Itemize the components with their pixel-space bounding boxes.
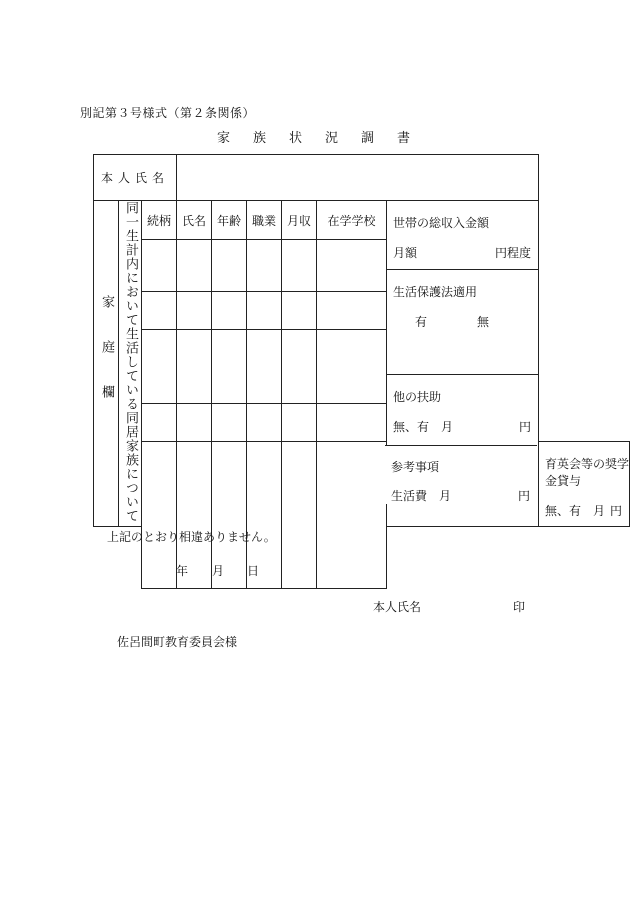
honnin-name-label-cell (94, 155, 177, 201)
table-cell[interactable] (282, 404, 317, 442)
table-cell[interactable] (142, 404, 177, 442)
other-support-monthly-label: 無、有 月 (393, 419, 454, 434)
income-cell (387, 201, 539, 270)
column-header-zaigaku-gakko: 在学学校 (317, 201, 387, 240)
table-cell[interactable] (142, 442, 177, 589)
honnin-name-label: 本人氏名 (100, 171, 169, 185)
reference-yen-label: 円 (517, 489, 530, 503)
table-cell[interactable] (212, 404, 247, 442)
table-cell[interactable] (212, 292, 247, 330)
statement-text: 上記のとおり相違ありません。 (107, 530, 276, 544)
table-cell[interactable] (212, 330, 247, 404)
table-cell[interactable] (317, 240, 387, 292)
dokyo-label-cell (119, 201, 142, 527)
date-month-label: 月 (212, 564, 225, 578)
table-cell[interactable] (247, 330, 282, 404)
income-yen-label: 円程度 (494, 246, 531, 260)
welfare-no-label: 無 (477, 314, 490, 329)
table-cell[interactable] (177, 292, 212, 330)
date-day-label: 日 (247, 564, 260, 578)
table-cell[interactable] (247, 292, 282, 330)
honnin-name-field[interactable] (177, 155, 539, 201)
table-cell[interactable] (212, 240, 247, 292)
addressee-text: 佐呂間町教育委員会様 (117, 635, 238, 649)
table-cell[interactable] (282, 330, 317, 404)
scholarship-yen-label: 円 (609, 504, 622, 519)
welfare-yes-label: 有 (415, 314, 428, 329)
document-title: 家族状況調書 (216, 131, 433, 146)
table-cell[interactable] (247, 404, 282, 442)
katei-ran-cell (94, 201, 119, 527)
table-cell[interactable] (317, 442, 387, 589)
seal-label: 印 (513, 600, 526, 614)
table-cell[interactable] (282, 292, 317, 330)
income-monthly-label: 月額 (393, 246, 418, 260)
reference-cell (385, 445, 537, 504)
table-cell[interactable] (177, 404, 212, 442)
dokyo-kazoku-label: 同一生計内において生活している同居家族について (123, 201, 138, 523)
table-cell[interactable] (317, 292, 387, 330)
welfare-title: 生活保護法適用 (393, 284, 478, 299)
table-cell[interactable] (142, 292, 177, 330)
table-cell[interactable] (282, 442, 317, 589)
reference-living-cost-label: 生活費 月 (391, 489, 452, 503)
signature-name-label: 本人氏名 (373, 600, 422, 614)
table-cell[interactable] (247, 240, 282, 292)
column-header-shokugyo: 職業 (247, 201, 282, 240)
date-year-label: 年 (176, 564, 189, 578)
column-header-nenrei: 年齢 (212, 201, 247, 240)
column-header-geshu: 月収 (282, 201, 317, 240)
table-cell[interactable] (142, 240, 177, 292)
form-number-label: 別記第３号様式（第２条関係） (80, 106, 256, 120)
table-cell[interactable] (142, 330, 177, 404)
other-support-title: 他の扶助 (393, 389, 442, 404)
scholarship-cell (539, 442, 630, 527)
table-cell[interactable] (317, 330, 387, 404)
column-header-shimei: 氏名 (177, 201, 212, 240)
other-support-yen-label: 円 (518, 419, 531, 434)
income-title: 世帯の総収入金額 (393, 216, 490, 230)
scholarship-monthly-label: 無、有 月 (545, 504, 606, 519)
column-header-zokugara: 続柄 (142, 201, 177, 240)
table-cell[interactable] (177, 330, 212, 404)
table-cell[interactable] (282, 240, 317, 292)
table-cell[interactable] (177, 240, 212, 292)
katei-ran-label: 家庭欄 (99, 294, 114, 430)
table-cell[interactable] (317, 404, 387, 442)
scholarship-title: 育英会等の奨学金貸与 (545, 457, 630, 489)
welfare-cell (387, 269, 539, 374)
reference-title: 参考事項 (391, 460, 440, 474)
family-status-form (93, 154, 630, 589)
